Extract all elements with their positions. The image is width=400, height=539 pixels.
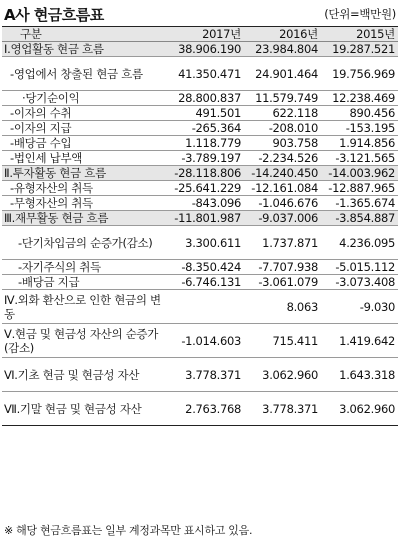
- row-label: -유형자산의 취득: [2, 181, 168, 196]
- table-row: [2, 57, 398, 91]
- column-header-2015: 2015년: [321, 27, 398, 42]
- row-value-2017: -1.014.603: [168, 324, 244, 358]
- row-value-2017: 41.350.471: [168, 57, 244, 91]
- table-row: [2, 211, 398, 226]
- table-row: [2, 136, 398, 151]
- row-value-2015: 1.419.642: [321, 324, 398, 358]
- table-row: [2, 196, 398, 211]
- table-row: [2, 181, 398, 196]
- row-value-2016: 11.579.749: [244, 91, 321, 106]
- row-label: -자기주식의 취득: [2, 260, 168, 275]
- row-value-2016: 903.758: [244, 136, 321, 151]
- row-value-2017: -843.096: [168, 196, 244, 211]
- table-row: [2, 290, 398, 324]
- row-value-2015: 12.238.469: [321, 91, 398, 106]
- row-value-2015: 1.914.856: [321, 136, 398, 151]
- row-value-2015: -3.121.565: [321, 151, 398, 166]
- footnote: ※ 해당 현금흐름표는 일부 계정과목만 표시하고 있음.: [4, 524, 253, 537]
- row-value-2017: 38.906.190: [168, 42, 244, 57]
- row-label: -이자의 지급: [2, 121, 168, 136]
- row-value-2017: 28.800.837: [168, 91, 244, 106]
- table-row: [2, 91, 398, 106]
- row-value-2016: -12.161.084: [244, 181, 321, 196]
- table-row: [2, 151, 398, 166]
- column-header-2017: 2017년: [168, 27, 244, 42]
- row-label: Ⅲ.재무활동 현금 흐름: [2, 211, 168, 226]
- row-value-2017: -6.746.131: [168, 275, 244, 290]
- row-value-2017: 3.778.371: [168, 358, 244, 392]
- row-value-2015: 19.756.969: [321, 57, 398, 91]
- table-row: [2, 358, 398, 392]
- row-value-2015: -14.003.962: [321, 166, 398, 181]
- table-row: [2, 42, 398, 57]
- row-value-2015: -12.887.965: [321, 181, 398, 196]
- row-value-2016: 622.118: [244, 106, 321, 121]
- row-value-2015: 3.062.960: [321, 392, 398, 426]
- row-label: Ⅰ.영업활동 현금 흐름: [2, 42, 168, 57]
- row-value-2016: -2.234.526: [244, 151, 321, 166]
- row-value-2016: 3.062.960: [244, 358, 321, 392]
- row-value-2016: 23.984.804: [244, 42, 321, 57]
- table-row: [2, 324, 398, 358]
- row-value-2016: 715.411: [244, 324, 321, 358]
- row-label: -이자의 수취: [2, 106, 168, 121]
- row-label: -법인세 납부액: [2, 151, 168, 166]
- row-value-2017: [168, 290, 244, 324]
- row-value-2017: -28.118.806: [168, 166, 244, 181]
- row-value-2017: -8.350.424: [168, 260, 244, 275]
- cash-flow-table: [2, 26, 398, 426]
- table-row: [2, 392, 398, 426]
- row-value-2015: -5.015.112: [321, 260, 398, 275]
- row-value-2016: -1.046.676: [244, 196, 321, 211]
- row-value-2016: -7.707.938: [244, 260, 321, 275]
- row-label: Ⅴ.현금 및 현금성 자산의 순증가(감소): [2, 324, 168, 358]
- row-label: -무형자산의 취득: [2, 196, 168, 211]
- row-label: -단기차입금의 순증가(감소): [2, 226, 168, 260]
- table-header-row: [2, 27, 398, 42]
- table-row: [2, 260, 398, 275]
- column-header-2016: 2016년: [244, 27, 321, 42]
- page-title: A사 현금흐름표: [4, 6, 104, 24]
- row-value-2015: 1.643.318: [321, 358, 398, 392]
- row-label: -영업에서 창출된 현금 흐름: [2, 57, 168, 91]
- row-value-2016: 24.901.464: [244, 57, 321, 91]
- table-row: [2, 275, 398, 290]
- row-label: -배당금 수입: [2, 136, 168, 151]
- row-value-2015: 4.236.095: [321, 226, 398, 260]
- table-row: [2, 121, 398, 136]
- row-value-2016: 8.063: [244, 290, 321, 324]
- row-label: ·당기순이익: [2, 91, 168, 106]
- row-value-2017: 491.501: [168, 106, 244, 121]
- row-value-2016: 3.778.371: [244, 392, 321, 426]
- row-value-2015: -153.195: [321, 121, 398, 136]
- table-row: [2, 226, 398, 260]
- row-value-2016: -14.240.450: [244, 166, 321, 181]
- row-value-2015: -1.365.674: [321, 196, 398, 211]
- row-value-2017: -25.641.229: [168, 181, 244, 196]
- row-value-2016: -208.010: [244, 121, 321, 136]
- row-value-2016: -3.061.079: [244, 275, 321, 290]
- unit-label: (단위=백만원): [324, 7, 396, 21]
- table-row: [2, 106, 398, 121]
- row-value-2017: 1.118.779: [168, 136, 244, 151]
- row-label: Ⅵ.기초 현금 및 현금성 자산: [2, 358, 168, 392]
- row-label: -배당금 지급: [2, 275, 168, 290]
- row-value-2017: -11.801.987: [168, 211, 244, 226]
- row-value-2016: 1.737.871: [244, 226, 321, 260]
- row-value-2015: -9.030: [321, 290, 398, 324]
- column-header-label: 구분: [2, 27, 168, 42]
- row-value-2015: 890.456: [321, 106, 398, 121]
- row-value-2015: -3.073.408: [321, 275, 398, 290]
- row-value-2017: -265.364: [168, 121, 244, 136]
- row-value-2016: -9.037.006: [244, 211, 321, 226]
- row-value-2017: 3.300.611: [168, 226, 244, 260]
- row-label: Ⅱ.투자활동 현금 흐름: [2, 166, 168, 181]
- table-row: [2, 166, 398, 181]
- row-value-2017: 2.763.768: [168, 392, 244, 426]
- row-value-2015: 19.287.521: [321, 42, 398, 57]
- row-label: Ⅳ.외화 환산으로 인한 현금의 변동: [2, 290, 168, 324]
- row-value-2017: -3.789.197: [168, 151, 244, 166]
- header: [0, 0, 400, 26]
- row-label: Ⅶ.기말 현금 및 현금성 자산: [2, 392, 168, 426]
- row-value-2015: -3.854.887: [321, 211, 398, 226]
